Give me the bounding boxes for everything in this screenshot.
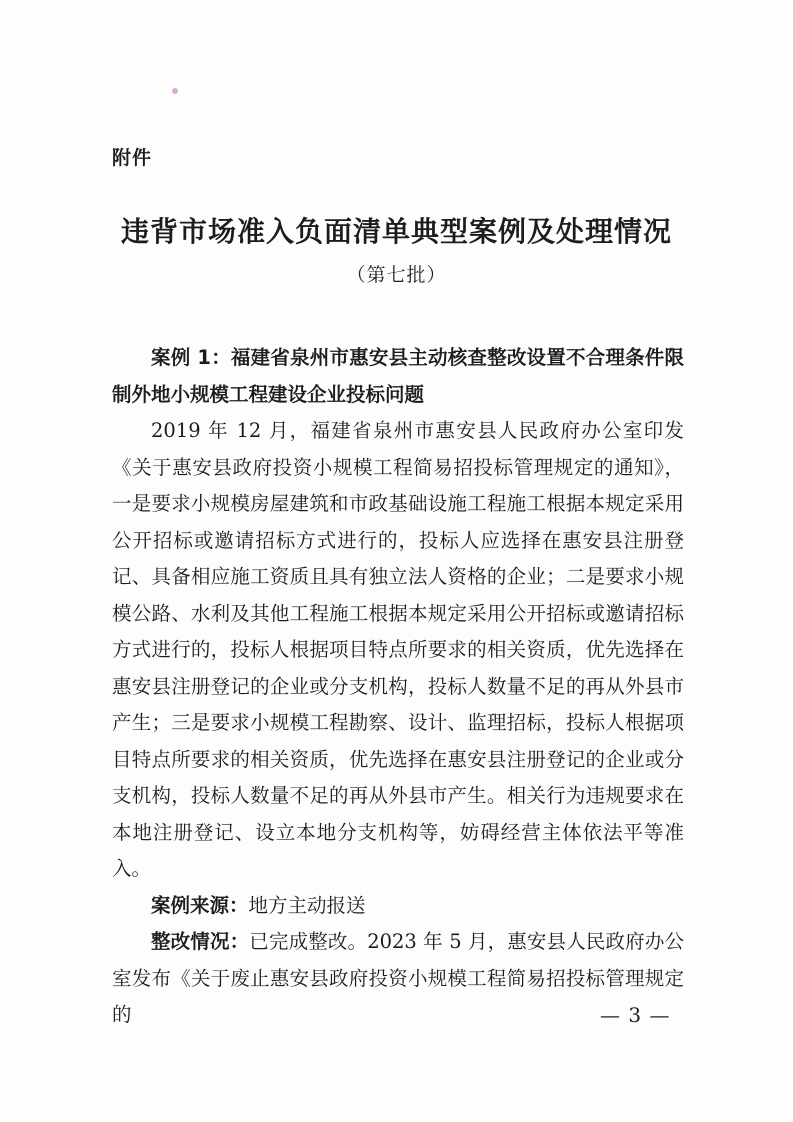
ink-dot-mark (172, 88, 178, 94)
document-title: 违背市场准入负面清单典型案例及处理情况 (120, 215, 672, 248)
case-rectification-label: 整改情况： (151, 930, 250, 953)
attachment-label: 附件 (112, 147, 153, 169)
document-body (112, 340, 684, 1034)
document-subtitle: （第七批） (346, 264, 447, 286)
page-number: — 3 — (600, 1003, 671, 1027)
case-heading: 案例 1：福建省泉州市惠安县主动核查整改设置不合理条件限制外地小规模工程建设企业投标问题 (112, 346, 684, 406)
case-body-paragraph: 2019 年 12 月，福建省泉州市惠安县人民政府办公室印发《关于惠安县政府投资小规模工程简易招投标管理规定的通知》，一是要求小规模房屋建筑和市政基础设施工程施工根据本规定采用公开招标或邀请招标方式进行的，投标人应选择在惠安县注册登记、具备相应施工资质且具有独立法人资格的企业；二是要求小规模公路、水利及其他工程施工根据本规定采用公开招标或邀请招标方式进行的，投标人根据项目特点所要求的相关资质，优先选择在惠安县注册登记的企业或分支机构，投标人数量不足的再从外县市产生；三是要求小规模工程勘察、设计、监理招标，投标人根据项目特点所要求的相关资质，优先选择在惠安县注册登记的企业或分支机构，投标人数量不足的再从外县市产生。相关行为违规要求在本地注册登记、设立本地分支机构等，妨碍经营主体依法平等准入。 (112, 419, 684, 880)
case-rectification-paragraph (112, 924, 684, 1034)
case-rectification-text: 已完成整改。2023 年 5 月，惠安县人民政府办公室发布《关于废止惠安县政府投资小规模工程简易招投标管理规定的 (112, 930, 684, 1026)
case-source-text: 地方主动报送 (248, 893, 366, 917)
case-source-label: 案例来源： (151, 893, 249, 917)
case-source-paragraph (112, 888, 684, 925)
